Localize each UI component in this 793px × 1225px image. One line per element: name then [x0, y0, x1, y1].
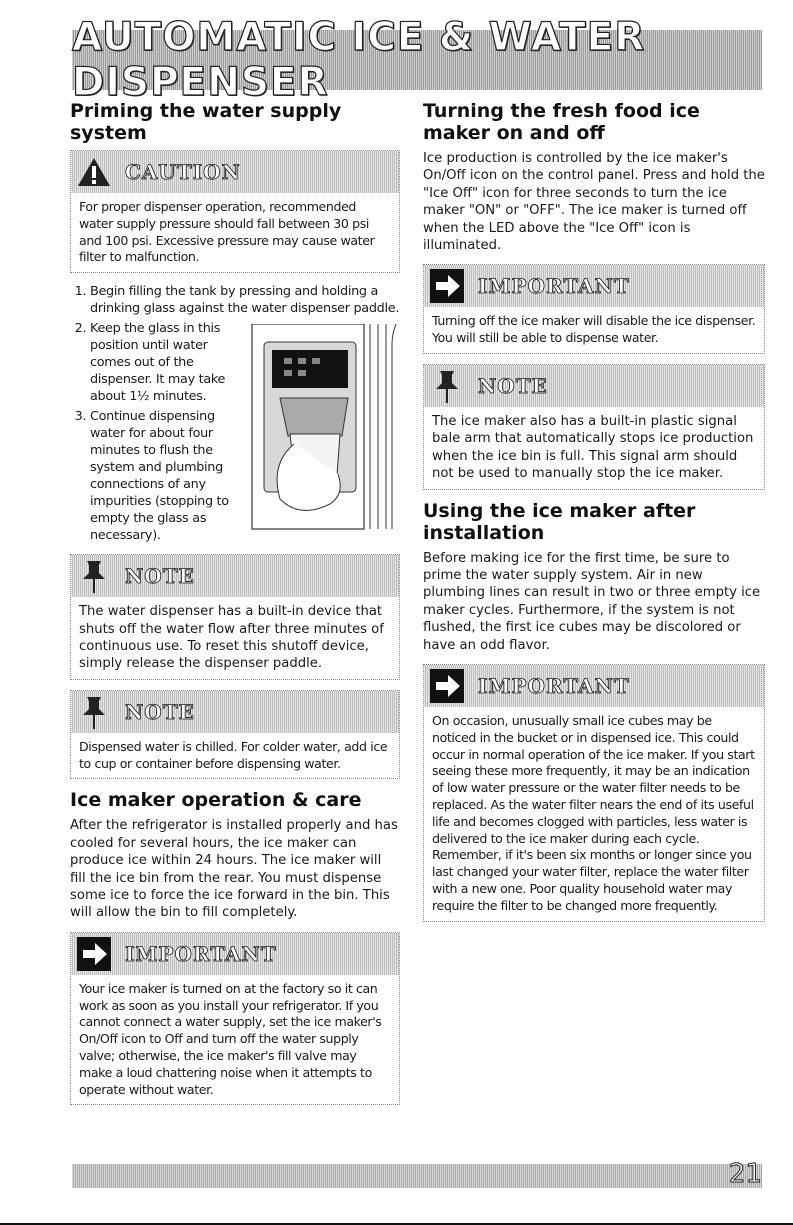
- banner-title: AUTOMATIC ICE & WATER DISPENSER: [72, 15, 646, 105]
- important-label: IMPORTANT: [478, 274, 630, 299]
- caution-text: For proper dispenser operation, recommended water supply pressure should fall between 30 psi and 100 psi. Excessive pressure may cause water filter to malfunction.: [79, 199, 375, 265]
- note-text: The water dispenser has a built-in device that shuts off the water flow after three minutes of continuous use. To reset this shutoff device, simply release the dispenser paddle.: [79, 604, 384, 672]
- important-box-3: [423, 664, 765, 922]
- important-text: Turning off the ice maker will disable the ice dispenser. You will still be able to dispense water.: [432, 313, 756, 346]
- arrow-right-icon: [430, 669, 464, 703]
- pushpin-icon: [77, 695, 111, 729]
- important-label: IMPORTANT: [478, 674, 630, 699]
- operation-text: After the refrigerator is installed properly and has cooled for several hours, the ice maker can produce ice within 24 hours. The ice maker will fill the ice bin from the rear. You must dispense some ice to force the ice forward in the bin. This will allow the bin to fill completely.: [70, 818, 398, 921]
- note-label: NOTE: [125, 699, 195, 724]
- important-text: Your ice maker is turned on at the factory so it can work as soon as you install your refrigerator. If you cannot connect a water supply, set the ice maker's On/Off icon to Off and turn off the water supply valve; otherwise, the ice maker's fill valve may make a loud chattering noise when it attempts to operate without water.: [79, 980, 382, 1097]
- arrow-right-icon: [77, 937, 111, 971]
- step-2: 2. Keep the glass in this position until water comes out of the dispenser. It may take about 1½ minutes.: [90, 320, 400, 405]
- important-box-1: [70, 932, 400, 1106]
- right-column: [423, 100, 765, 932]
- note-box-2: [70, 690, 400, 780]
- using-text: Before making ice for the first time, be sure to prime the water supply system. Air in new plumbing lines can result in two or three empty ice maker cycles. Furthermore, if the system is not flushed, the first ice cubes may be discolored or have an odd flavor.: [423, 550, 761, 653]
- important-text: On occasion, unusually small ice cubes may be noticed in the bucket or in dispensed ice. This could occur in normal operation of the ice maker. If you start seeing these more frequently, it may be an indication of low water pressure or the water filter needs to be replaced. As the water filter nears the end of its useful life and becomes clogged with particles, less water is delivered to the ice maker during each cycle. Remember, if it's been six months or longer since you last changed your water filter, replace the water filter with a new one. Poor quality household water may require the filter to be changed more frequently.: [432, 713, 755, 913]
- left-column: [70, 100, 400, 1115]
- pushpin-icon: [430, 369, 464, 403]
- page-number: 21: [728, 1159, 762, 1189]
- step-1: 1. Begin filling the tank by pressing and holding a drinking glass against the water dispenser paddle.: [90, 283, 400, 317]
- note-box-1: [70, 554, 400, 680]
- turning-heading: Turning the fresh food ice maker on and off: [423, 100, 700, 144]
- using-heading: Using the ice maker after installation: [423, 499, 696, 544]
- pushpin-icon: [77, 559, 111, 593]
- priming-steps: [70, 283, 400, 544]
- operation-heading: Ice maker operation & care: [70, 789, 362, 812]
- caution-label: CAUTION: [125, 160, 241, 184]
- note-box-3: [423, 364, 765, 490]
- page-banner: [72, 15, 762, 105]
- note-text: Dispensed water is chilled. For colder water, add ice to cup or container before dispensing water.: [79, 738, 388, 771]
- note-label: NOTE: [478, 374, 548, 399]
- important-box-2: [423, 264, 765, 354]
- step-3: 3. Continue dispensing water for about four minutes to flush the system and plumbing connections of any impurities (stopping to empty the glass as necessary).: [90, 408, 400, 544]
- page-footer: [72, 1159, 762, 1189]
- priming-heading: Priming the water supply system: [70, 100, 342, 144]
- arrow-right-icon: [430, 269, 464, 303]
- dispenser-illustration: [250, 324, 400, 542]
- caution-box: [70, 150, 400, 273]
- note-label: NOTE: [125, 564, 195, 589]
- warning-triangle-icon: [77, 155, 111, 189]
- turning-text: Ice production is controlled by the ice maker's On/Off icon on the control panel. Press and hold the "Ice Off" icon for three seconds to turn the ice maker "ON" or "OFF". The ice maker is turned off when the LED above the "Ice Off" icon is illuminated.: [423, 151, 765, 254]
- important-label: IMPORTANT: [125, 941, 277, 966]
- note-text: The ice maker also has a built-in plastic signal bale arm that automatically stops ice production when the ice bin is full. This signal arm should not be used to manually stop the ice maker.: [432, 414, 754, 482]
